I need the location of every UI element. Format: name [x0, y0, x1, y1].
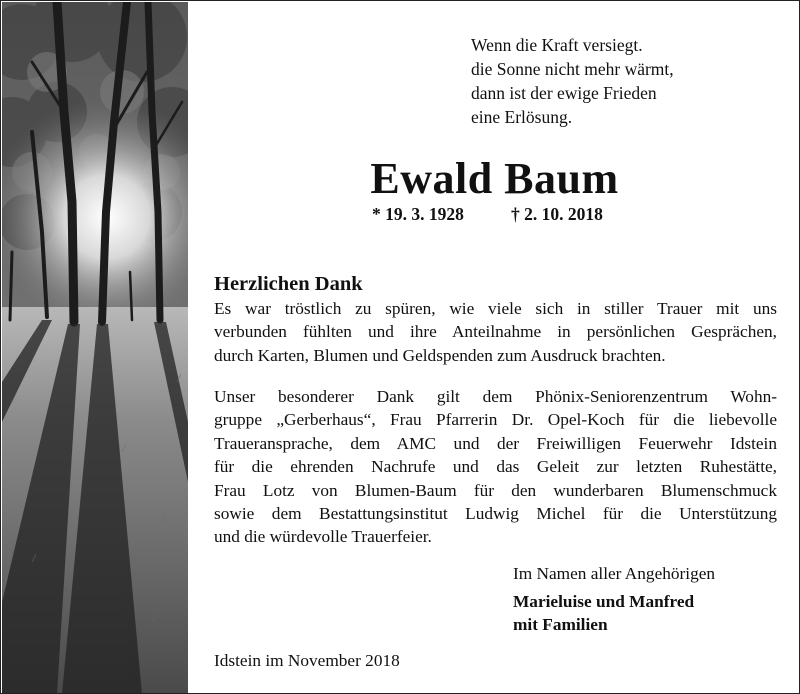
text-line: Frau Lotz von Blumen-Baum für den wunderbaren Blumenschmuck — [214, 480, 777, 500]
text-line: verbunden fühlten und ihre Anteilnahme in persönlichen Gesprächen, — [214, 322, 777, 342]
death-date: † 2. 10. 2018 — [511, 204, 603, 224]
signature-intro: Im Namen aller Angehörigen — [513, 564, 716, 583]
text-line: sowie dem Bestattungsinstitut Ludwig Michel für die Unterstützung — [214, 504, 777, 524]
text-line: Unser besonderer Dank gilt dem Phönix-Seniorenzentrum Wohn- — [214, 387, 777, 406]
thanks-paragraph-1 — [214, 297, 777, 367]
deceased-name: Ewald Baum — [370, 154, 619, 203]
text-line: durch Karten, Blumen und Geldspenden zum Ausdruck brachten. — [214, 345, 666, 365]
poem-line: dann ist der ewige Frieden — [471, 83, 657, 103]
text-line: Es war tröstlich zu spüren, wie viele sich in stiller Trauer mit uns — [214, 299, 777, 318]
thanks-heading: Herzlichen Dank — [214, 273, 363, 295]
birth-date: * 19. 3. 1928 — [372, 204, 464, 224]
trees-photo — [2, 2, 188, 694]
text-line: und die würdevolle Trauerfeier. — [214, 527, 432, 547]
poem — [471, 33, 674, 129]
place-date: Idstein im November 2018 — [214, 651, 400, 670]
thanks-paragraph-2 — [214, 385, 777, 549]
text-line: Traueransprache, dem AMC und der Freiwilligen Feuerwehr Idstein — [214, 433, 777, 453]
text-line: gruppe „Gerberhaus“, Frau Pfarrerin Dr. Opel-Koch für die liebevolle — [214, 410, 777, 430]
poem-line: die Sonne nicht mehr wärmt, — [471, 59, 674, 79]
poem-line: eine Erlösung. — [471, 107, 573, 127]
signature-family: mit Familien — [513, 615, 608, 634]
text-line: für die ehrenden Nachrufe und das Geleit zur letzten Ruhestätte, — [214, 457, 777, 477]
signature-names: Marieluise und Manfred — [513, 592, 695, 611]
poem-line: Wenn die Kraft versiegt. — [471, 35, 643, 55]
